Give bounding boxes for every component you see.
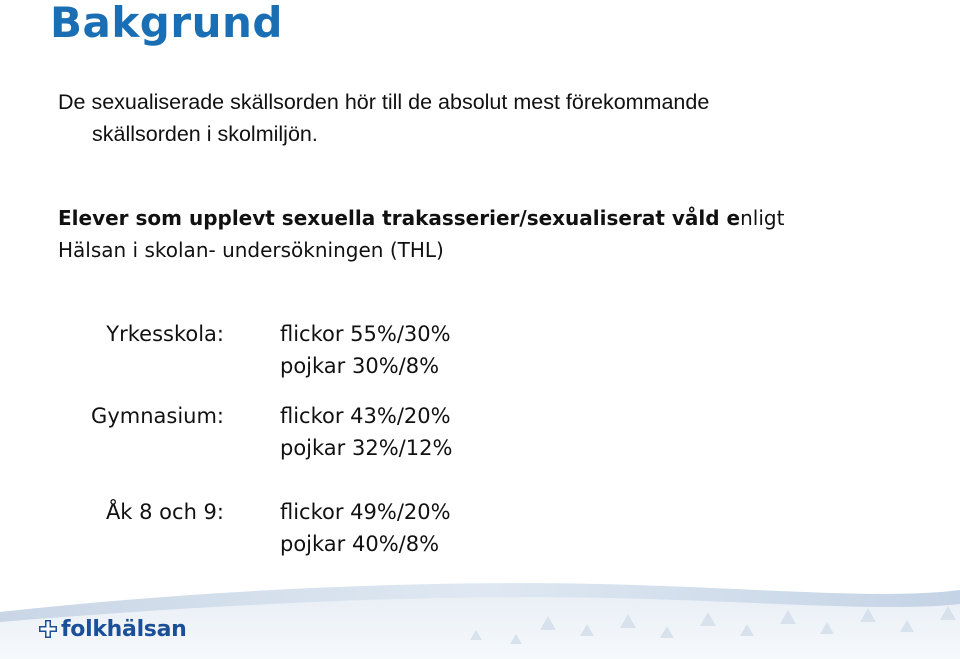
- survey-intro-line-2: Hälsan i skolan- undersökningen (THL): [58, 238, 444, 262]
- slide-title: Bakgrund: [50, 0, 283, 47]
- stat-girls: flickor 49%/20%: [280, 500, 451, 524]
- stat-values-ak-8-9: [280, 496, 451, 560]
- cross-icon: [38, 619, 58, 639]
- stat-values-gymnasium: [280, 400, 452, 464]
- survey-intro-normal: nligt: [740, 206, 785, 230]
- survey-intro-bold: Elever som upplevt sexuella trakasserier/sexualiserat våld e: [58, 206, 741, 230]
- stat-label-gymnasium: Gymnasium:: [91, 404, 224, 428]
- folkhalsan-logo: [38, 614, 187, 644]
- stat-boys: pojkar 40%/8%: [280, 532, 440, 556]
- stat-girls: flickor 43%/20%: [280, 404, 451, 428]
- stat-boys: pojkar 30%/8%: [280, 354, 440, 378]
- stat-label-yrkesskola: Yrkesskola:: [106, 322, 224, 346]
- stat-boys: pojkar 32%/12%: [280, 436, 453, 460]
- stat-values-yrkesskola: [280, 318, 451, 382]
- stat-label-ak-8-9: Åk 8 och 9:: [105, 500, 224, 524]
- logo-text: folkhälsan: [61, 616, 187, 642]
- bullet-line-1: De sexualiserade skällsorden hör till de absolut mest förekommande: [58, 90, 710, 114]
- bullet-text: [58, 86, 898, 150]
- footer-wave-decoration: [0, 560, 960, 659]
- stat-girls: flickor 55%/30%: [280, 322, 451, 346]
- survey-intro: [58, 202, 928, 266]
- bullet-line-2: skällsorden i skolmiljön.: [92, 122, 318, 146]
